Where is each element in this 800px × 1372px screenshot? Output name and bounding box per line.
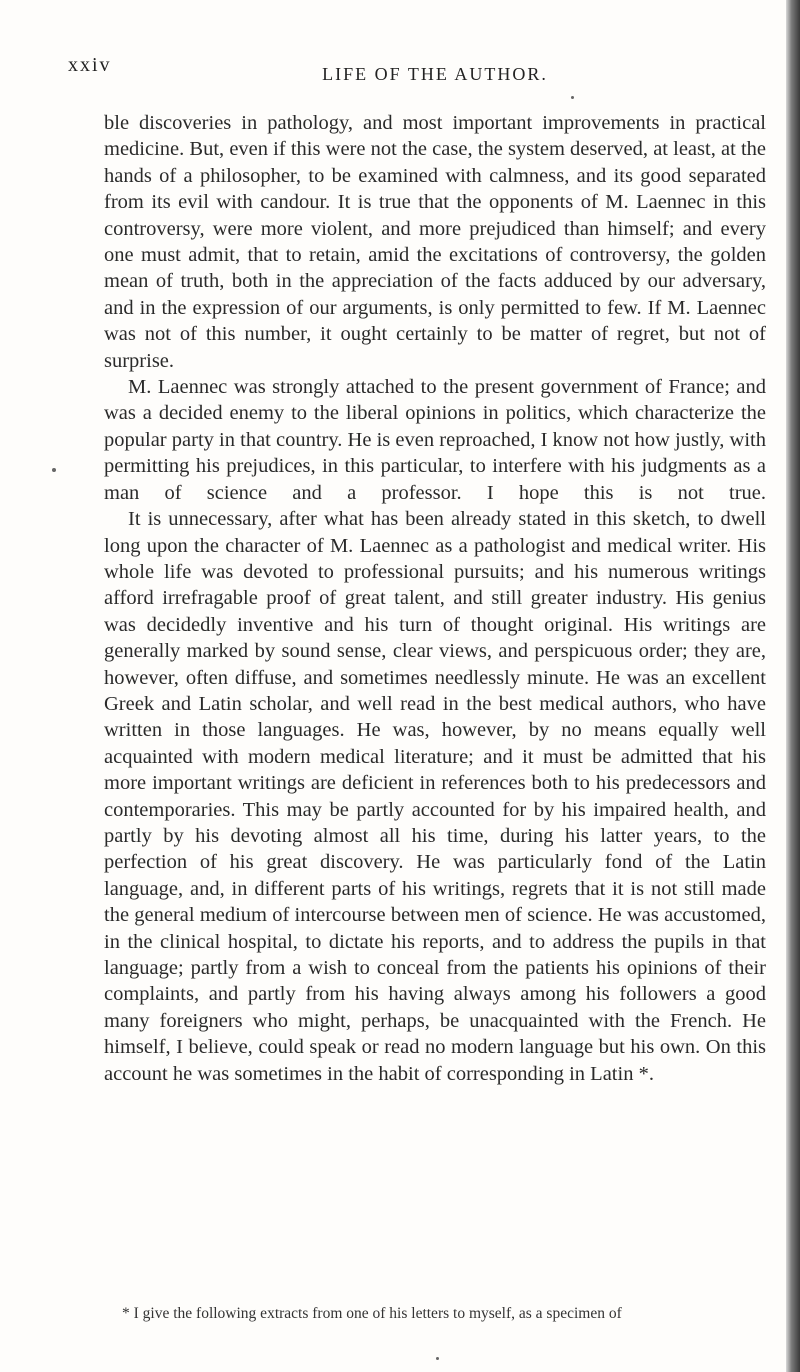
page-edge [786,0,800,1372]
page-number: xxiv [68,54,112,76]
body-text [104,110,766,1087]
paper-speck [52,468,56,472]
page-header [68,54,766,88]
paragraph: ble discoveries in pathology, and most important improvements in practical medicine. But, even if this were not the case, the system deserved, at least, at the hands of a philosopher, to be examined with calmness, and its good separated from its evil with candour. It is true that the opponents of M. Laennec in this controversy, were more violent, and more prejudiced than himself; and every one must admit, that to retain, amid the excitations of controversy, the golden mean of truth, both in the appreciation of the facts adduced by our adversary, and in the expression of our arguments, is only permitted to few. If M. Laennec was not of this number, it ought certainly to be matter of regret, but not of surprise. [104,112,766,372]
running-head: LIFE OF THE AUTHOR. [322,64,548,84]
paragraph: It is unnecessary, after what has been already stated in this sketch, to dwell long upon the character of M. Laennec as a pathologist and medical writer. His whole life was devoted to professional pursuits; and his numerous writings afford irrefragable proof of great talent, and still greater industry. His genius was decidedly inventive and his turn of thought original. His writings are generally marked by sound sense, clear views, and perspicuous order; they are, however, often diffuse, and sometimes needlessly minute. He was an excellent Greek and Latin scholar, and well read in the best medical authors, who have written in those languages. He was, however, by no means equally well acquainted with modern medical literature; and it must be admitted that his more important writings are deficient in references both to his predecessors and contemporaries. This may be partly accounted for by his impaired health, and partly by his devoting almost all his time, during his latter years, to the perfection of his great discovery. He was particularly fond of the Latin language, and, in different parts of his writings, regrets that it is not still made the general medium of intercourse between men of science. He was accustomed, in the clinical hospital, to dictate his reports, and to address the pupils in that language; partly from a wish to conceal from the patients his opinions of their complaints, and partly from his having always among his followers a good many foreigners who might, perhaps, be unacquainted with the French. He himself, I believe, could speak or read no modern language but his own. On this account he was sometimes in the habit of corresponding in Latin *. [104,508,766,1085]
paragraph: M. Laennec was strongly attached to the present government of France; and was a decided enemy to the liberal opinions in politics, which characterize the popular party in that country. He is even reproached, I know not how justly, with permitting his prejudices, in this particular, to interfere with his judgments as a man of science and a professor. I hope this is not true. [104,376,766,504]
paper-speck [436,1357,439,1360]
footnote: * I give the following extracts from one of his letters to myself, as a specimen of [122,1305,622,1322]
paper-speck [571,96,574,99]
